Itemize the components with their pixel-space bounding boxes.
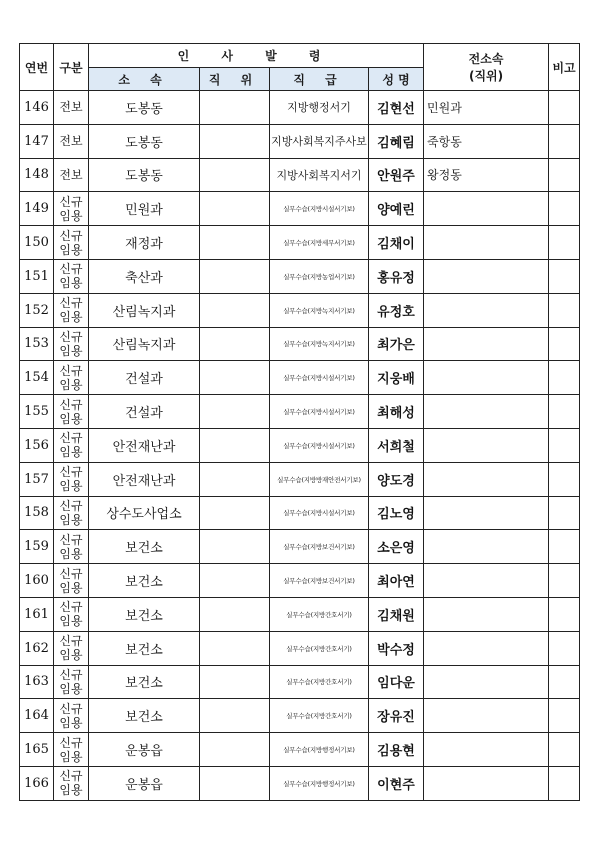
row-name: 장유진 <box>369 699 424 733</box>
row-position <box>200 327 270 361</box>
row-previous-dept <box>424 530 549 564</box>
row-number: 153 <box>20 327 54 361</box>
row-previous-dept <box>424 327 549 361</box>
row-type <box>54 699 89 733</box>
row-note <box>549 530 580 564</box>
row-previous-dept <box>424 733 549 767</box>
row-grade: 실무수습(지방방재안전서기보) <box>270 462 369 496</box>
table-row <box>20 293 580 327</box>
row-previous-dept: 죽항동 <box>424 124 549 158</box>
row-position <box>200 462 270 496</box>
row-note <box>549 766 580 800</box>
row-type-line1: 신규 <box>59 397 83 412</box>
row-type-line1: 신규 <box>59 600 83 615</box>
row-number: 164 <box>20 699 54 733</box>
row-position <box>200 766 270 800</box>
row-note <box>549 226 580 260</box>
row-grade: 실무수습(지방행정서기보) <box>270 733 369 767</box>
row-type-line1: 신규 <box>59 296 83 311</box>
row-grade: 실무수습(지방녹지서기보) <box>270 293 369 327</box>
row-department: 보건소 <box>89 665 200 699</box>
header-name: 성 명 <box>369 68 424 91</box>
row-department: 축산과 <box>89 259 200 293</box>
row-note <box>549 699 580 733</box>
row-number: 146 <box>20 91 54 125</box>
row-name: 김현선 <box>369 91 424 125</box>
row-type <box>54 327 89 361</box>
row-type-line1: 신규 <box>59 735 83 750</box>
row-type <box>54 462 89 496</box>
row-type <box>54 733 89 767</box>
row-number: 148 <box>20 158 54 192</box>
row-number: 163 <box>20 665 54 699</box>
row-department: 상수도사업소 <box>89 496 200 530</box>
table-row <box>20 597 580 631</box>
row-number: 157 <box>20 462 54 496</box>
row-department: 운봉읍 <box>89 733 200 767</box>
row-note <box>549 192 580 226</box>
row-type-line1: 신규 <box>59 769 83 784</box>
row-type-line2: 임용 <box>59 377 83 392</box>
row-grade: 실무수습(지방세무서기보) <box>270 226 369 260</box>
row-name: 최가은 <box>369 327 424 361</box>
row-type <box>54 564 89 598</box>
row-type-line2: 임용 <box>59 614 83 629</box>
row-grade: 실무수습(지방간호서기) <box>270 631 369 665</box>
row-type <box>54 766 89 800</box>
row-name: 양도경 <box>369 462 424 496</box>
row-number: 154 <box>20 361 54 395</box>
row-note <box>549 259 580 293</box>
header-prev-sub: (직위) <box>468 69 504 83</box>
table-row <box>20 91 580 125</box>
row-position <box>200 733 270 767</box>
row-type-line1: 전보 <box>59 167 83 182</box>
row-name: 김용현 <box>369 733 424 767</box>
row-number: 149 <box>20 192 54 226</box>
row-type <box>54 192 89 226</box>
row-type-line1: 신규 <box>59 566 83 581</box>
row-name: 박수정 <box>369 631 424 665</box>
row-grade: 실무수습(지방녹지서기보) <box>270 327 369 361</box>
row-department: 도봉동 <box>89 158 200 192</box>
row-type-line2: 임용 <box>59 512 83 527</box>
row-note <box>549 428 580 462</box>
row-department: 보건소 <box>89 530 200 564</box>
row-name: 최해성 <box>369 395 424 429</box>
row-type <box>54 226 89 260</box>
table-row <box>20 496 580 530</box>
row-type <box>54 259 89 293</box>
row-previous-dept <box>424 259 549 293</box>
row-note <box>549 91 580 125</box>
row-position <box>200 530 270 564</box>
row-number: 162 <box>20 631 54 665</box>
table-row <box>20 428 580 462</box>
row-note <box>549 496 580 530</box>
table-row <box>20 259 580 293</box>
row-number: 160 <box>20 564 54 598</box>
row-position <box>200 361 270 395</box>
row-type-line1: 신규 <box>59 701 83 716</box>
row-type <box>54 293 89 327</box>
row-type-line2: 임용 <box>59 445 83 460</box>
row-type-line2: 임용 <box>59 208 83 223</box>
row-note <box>549 124 580 158</box>
row-position <box>200 428 270 462</box>
row-note <box>549 395 580 429</box>
row-grade: 지방사회복지주사보 <box>270 124 369 158</box>
row-type-line1: 신규 <box>59 363 83 378</box>
row-type-line1: 신규 <box>59 667 83 682</box>
row-previous-dept <box>424 699 549 733</box>
row-department: 재정과 <box>89 226 200 260</box>
row-grade: 실무수습(지방보건서기보) <box>270 564 369 598</box>
row-type-line1: 전보 <box>59 100 83 115</box>
row-previous-dept: 왕정동 <box>424 158 549 192</box>
row-note <box>549 327 580 361</box>
row-note <box>549 293 580 327</box>
row-grade: 실무수습(지방보건서기보) <box>270 530 369 564</box>
row-note <box>549 361 580 395</box>
row-type-line2: 임용 <box>59 343 83 358</box>
row-type <box>54 496 89 530</box>
row-position <box>200 496 270 530</box>
row-department: 보건소 <box>89 699 200 733</box>
row-type <box>54 361 89 395</box>
table-row <box>20 462 580 496</box>
table-row <box>20 124 580 158</box>
header-type: 구분 <box>54 44 89 91</box>
row-type-line1: 신규 <box>59 532 83 547</box>
row-name: 양예린 <box>369 192 424 226</box>
row-position <box>200 226 270 260</box>
row-previous-dept <box>424 361 549 395</box>
row-position <box>200 395 270 429</box>
header-note: 비고 <box>549 44 580 91</box>
row-name: 서희철 <box>369 428 424 462</box>
row-type-line1: 신규 <box>59 431 83 446</box>
row-grade: 실무수습(지방간호서기) <box>270 665 369 699</box>
row-grade: 실무수습(지방간호서기) <box>270 699 369 733</box>
table-row <box>20 158 580 192</box>
row-department: 도봉동 <box>89 124 200 158</box>
row-previous-dept <box>424 665 549 699</box>
row-type <box>54 631 89 665</box>
row-type-line1: 신규 <box>59 498 83 513</box>
row-note <box>549 462 580 496</box>
row-grade: 실무수습(지방시설서기보) <box>270 395 369 429</box>
row-position <box>200 124 270 158</box>
header-position: 직 위 <box>200 68 270 91</box>
row-department: 민원과 <box>89 192 200 226</box>
header-prev-dept <box>424 44 549 91</box>
row-number: 165 <box>20 733 54 767</box>
row-type <box>54 530 89 564</box>
row-name: 이현주 <box>369 766 424 800</box>
row-note <box>549 631 580 665</box>
row-type <box>54 91 89 125</box>
row-type-line1: 신규 <box>59 228 83 243</box>
row-type-line2: 임용 <box>59 648 83 663</box>
row-number: 150 <box>20 226 54 260</box>
table-row <box>20 361 580 395</box>
row-department: 안전재난과 <box>89 428 200 462</box>
row-type-line2: 임용 <box>59 411 83 426</box>
row-name: 김채원 <box>369 597 424 631</box>
row-previous-dept <box>424 766 549 800</box>
row-department: 보건소 <box>89 564 200 598</box>
header-no: 연번 <box>20 44 54 91</box>
row-type-line2: 임용 <box>59 276 83 291</box>
row-number: 152 <box>20 293 54 327</box>
table-row <box>20 327 580 361</box>
row-type <box>54 158 89 192</box>
table-row <box>20 631 580 665</box>
row-note <box>549 597 580 631</box>
row-note <box>549 733 580 767</box>
row-position <box>200 699 270 733</box>
header-grade: 직 급 <box>270 68 369 91</box>
row-department: 산림녹지과 <box>89 327 200 361</box>
row-grade: 실무수습(지방시설서기보) <box>270 428 369 462</box>
row-grade: 실무수습(지방시설서기보) <box>270 496 369 530</box>
table-row <box>20 530 580 564</box>
row-type-line1: 신규 <box>59 465 83 480</box>
row-previous-dept <box>424 192 549 226</box>
row-type <box>54 428 89 462</box>
table-row <box>20 226 580 260</box>
personnel-appointment-table <box>19 43 580 801</box>
row-type-line1: 신규 <box>59 329 83 344</box>
row-name: 김혜림 <box>369 124 424 158</box>
row-number: 161 <box>20 597 54 631</box>
row-department: 산림녹지과 <box>89 293 200 327</box>
row-type-line2: 임용 <box>59 546 83 561</box>
row-name: 소은영 <box>369 530 424 564</box>
row-grade: 실무수습(지방시설서기보) <box>270 361 369 395</box>
table-row <box>20 733 580 767</box>
row-grade: 실무수습(지방간호서기) <box>270 597 369 631</box>
table-row <box>20 564 580 598</box>
row-name: 지웅배 <box>369 361 424 395</box>
header-prev-label: 전소속 <box>468 52 504 66</box>
row-name: 안원주 <box>369 158 424 192</box>
row-number: 156 <box>20 428 54 462</box>
row-previous-dept <box>424 428 549 462</box>
row-position <box>200 91 270 125</box>
table-body <box>20 91 580 801</box>
row-grade: 실무수습(지방시설서기보) <box>270 192 369 226</box>
row-type-line2: 임용 <box>59 715 83 730</box>
row-previous-dept <box>424 631 549 665</box>
row-type-line1: 신규 <box>59 262 83 277</box>
row-type-line2: 임용 <box>59 310 83 325</box>
row-department: 건설과 <box>89 395 200 429</box>
row-name: 임다운 <box>369 665 424 699</box>
row-type-line2: 임용 <box>59 479 83 494</box>
row-previous-dept <box>424 462 549 496</box>
row-grade: 실무수습(지방행정서기보) <box>270 766 369 800</box>
row-position <box>200 293 270 327</box>
row-note <box>549 665 580 699</box>
row-note <box>549 158 580 192</box>
row-number: 151 <box>20 259 54 293</box>
row-position <box>200 665 270 699</box>
row-number: 158 <box>20 496 54 530</box>
row-type-line2: 임용 <box>59 580 83 595</box>
row-position <box>200 192 270 226</box>
row-department: 보건소 <box>89 597 200 631</box>
row-name: 김노영 <box>369 496 424 530</box>
row-type-line2: 임용 <box>59 783 83 798</box>
row-previous-dept <box>424 395 549 429</box>
row-type-line2: 임용 <box>59 749 83 764</box>
row-previous-dept <box>424 597 549 631</box>
header-appointment: 인 사 발 령 <box>89 44 424 68</box>
row-number: 147 <box>20 124 54 158</box>
row-department: 보건소 <box>89 631 200 665</box>
row-grade: 지방사회복지서기 <box>270 158 369 192</box>
row-position <box>200 564 270 598</box>
row-grade: 실무수습(지방농업서기보) <box>270 259 369 293</box>
row-department: 건설과 <box>89 361 200 395</box>
row-type-line2: 임용 <box>59 242 83 257</box>
row-department: 운봉읍 <box>89 766 200 800</box>
row-department: 도봉동 <box>89 91 200 125</box>
row-type-line1: 신규 <box>59 634 83 649</box>
row-number: 166 <box>20 766 54 800</box>
row-previous-dept <box>424 226 549 260</box>
table-row <box>20 665 580 699</box>
row-type-line1: 신규 <box>59 194 83 209</box>
table-row <box>20 395 580 429</box>
row-name: 유정호 <box>369 293 424 327</box>
row-type <box>54 597 89 631</box>
row-number: 155 <box>20 395 54 429</box>
row-position <box>200 259 270 293</box>
row-type <box>54 124 89 158</box>
row-name: 김채이 <box>369 226 424 260</box>
header-dept: 소 속 <box>89 68 200 91</box>
row-previous-dept <box>424 564 549 598</box>
row-position <box>200 597 270 631</box>
row-position <box>200 158 270 192</box>
row-previous-dept: 민원과 <box>424 91 549 125</box>
row-grade: 지방행정서기 <box>270 91 369 125</box>
row-type-line1: 전보 <box>59 134 83 149</box>
row-note <box>549 564 580 598</box>
row-type <box>54 395 89 429</box>
table-row <box>20 766 580 800</box>
row-position <box>200 631 270 665</box>
table-row <box>20 699 580 733</box>
table-row <box>20 192 580 226</box>
row-type-line2: 임용 <box>59 681 83 696</box>
row-previous-dept <box>424 496 549 530</box>
row-department: 안전재난과 <box>89 462 200 496</box>
row-name: 최아연 <box>369 564 424 598</box>
row-number: 159 <box>20 530 54 564</box>
row-type <box>54 665 89 699</box>
row-previous-dept <box>424 293 549 327</box>
row-name: 홍유정 <box>369 259 424 293</box>
